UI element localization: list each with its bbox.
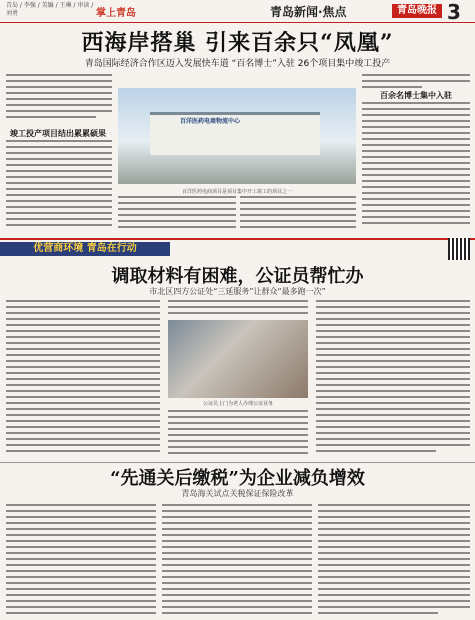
story1-headline: 西海岸搭巢 引来百余只“凤凰” xyxy=(81,30,394,56)
story2-headline: 调取材料有困难，公证员帮忙办 xyxy=(111,266,364,287)
story2-subtitle: 市北区四方公证处“三延服务”让群众“最多跑一次” xyxy=(149,287,326,296)
story3-headline: “先通关后缴税”为企业减负增效 xyxy=(110,468,365,489)
story2-caption: 公证员上门为老人办理公证业务 xyxy=(202,401,273,407)
building-sign: 百洋医药电商物流中心 xyxy=(180,118,241,125)
app-logo: 掌上青岛 xyxy=(96,8,136,19)
page-number: 3 xyxy=(447,0,461,24)
story1-subtitle: 青岛国际经济合作区迈入发展快车道 “百名博士”入驻 26个项目集中竣工投产 xyxy=(84,59,391,69)
editor-credits: 青岛 / 李强 / 美编 / 王琳 / 审读 / 刘勇 xyxy=(6,2,94,17)
newspaper-brand: 青岛晚报 xyxy=(392,4,442,18)
story1-section-heading: 竣工投产项目结出累累硕果 xyxy=(10,129,106,138)
column-banner: 优营商环境 青岛在行动 xyxy=(0,242,170,256)
story1-caption: 百洋医药电商项目是项目集中开工竣工的项目之一 xyxy=(181,189,292,195)
story1-right-heading: 百余名博士集中入驻 xyxy=(380,91,452,100)
section-title: 青岛新闻·焦点 xyxy=(270,5,347,19)
story3-subtitle: 青岛海关试点关税保证保险改革 xyxy=(181,489,294,498)
